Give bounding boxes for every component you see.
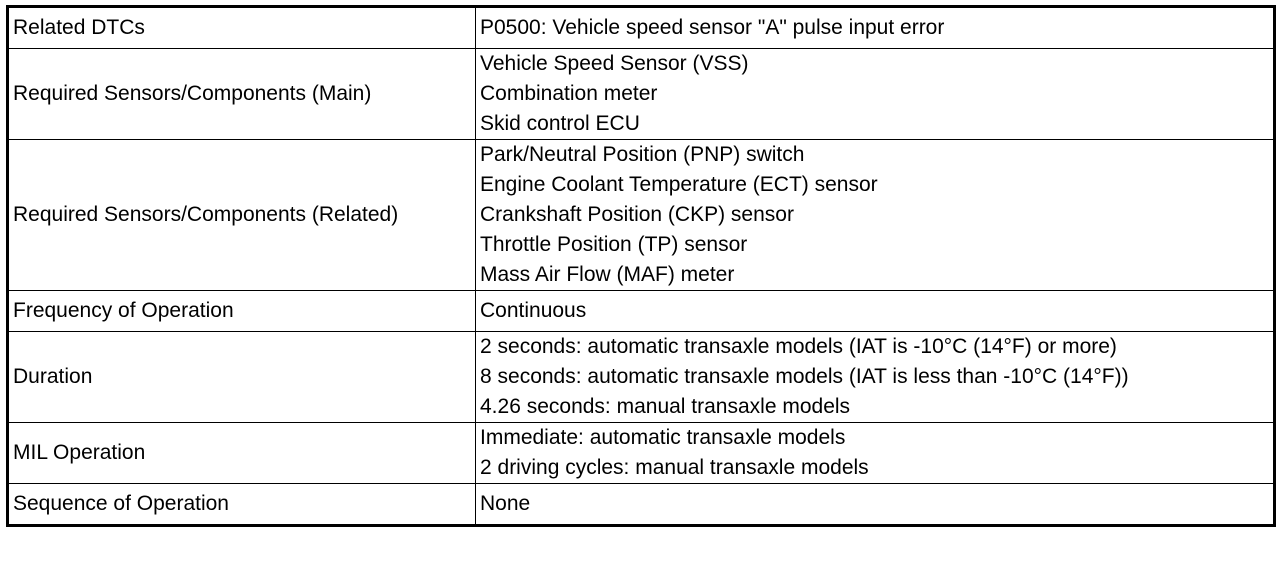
value-line: 8 seconds: automatic transaxle models (IAT is less than -10°C (14°F)): [480, 365, 1129, 388]
value-line: Combination meter: [480, 82, 658, 105]
table-row: [8, 7, 1275, 49]
value-line: P0500: Vehicle speed sensor "A" pulse input error: [480, 16, 945, 39]
value-line: Vehicle Speed Sensor (VSS): [480, 52, 749, 75]
value-line: 4.26 seconds: manual transaxle models: [480, 395, 851, 418]
row-value: [476, 140, 1275, 291]
value-line: Immediate: automatic transaxle models: [480, 426, 846, 449]
value-line: Mass Air Flow (MAF) meter: [480, 263, 735, 286]
row-value: [476, 332, 1275, 423]
row-label: Required Sensors/Components (Related): [8, 140, 476, 291]
dtc-spec-table: [6, 5, 1276, 527]
row-value: [476, 291, 1275, 332]
value-line: Continuous: [480, 299, 587, 322]
table-row: [8, 49, 1275, 140]
value-line: 2 seconds: automatic transaxle models (IAT is -10°C (14°F) or more): [480, 335, 1117, 358]
row-label: Related DTCs: [8, 7, 476, 49]
table-row: [8, 484, 1275, 526]
row-label: Duration: [8, 332, 476, 423]
row-label: Frequency of Operation: [8, 291, 476, 332]
value-line: Engine Coolant Temperature (ECT) sensor: [480, 173, 878, 196]
row-value: [476, 484, 1275, 526]
value-line: Throttle Position (TP) sensor: [480, 233, 748, 256]
table-row: [8, 291, 1275, 332]
value-line: 2 driving cycles: manual transaxle models: [480, 456, 869, 479]
table-row: [8, 423, 1275, 484]
value-line: None: [480, 492, 531, 515]
value-line: Crankshaft Position (CKP) sensor: [480, 203, 794, 226]
row-label: MIL Operation: [8, 423, 476, 484]
table-row: [8, 332, 1275, 423]
table-row: [8, 140, 1275, 291]
row-value: [476, 423, 1275, 484]
row-value: [476, 7, 1275, 49]
value-line: Skid control ECU: [480, 112, 640, 135]
row-value: [476, 49, 1275, 140]
row-label: Required Sensors/Components (Main): [8, 49, 476, 140]
value-line: Park/Neutral Position (PNP) switch: [480, 143, 805, 166]
row-label: Sequence of Operation: [8, 484, 476, 526]
